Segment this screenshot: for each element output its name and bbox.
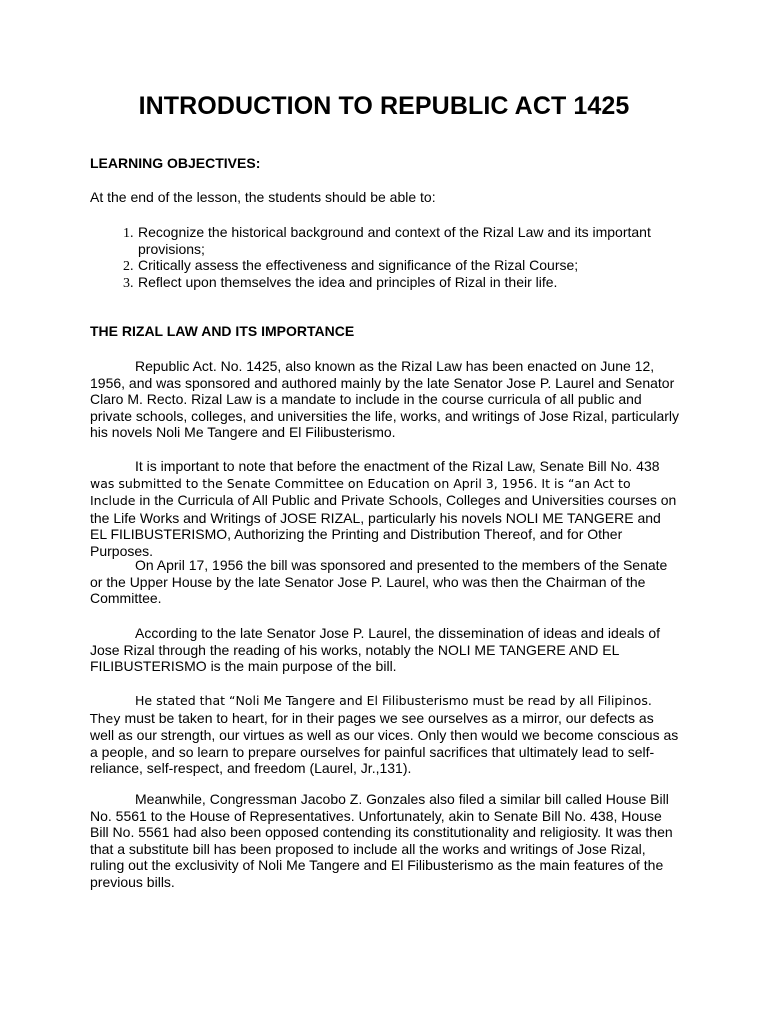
section-heading: THE RIZAL LAW AND ITS IMPORTANCE bbox=[90, 323, 355, 339]
paragraph-1: Republic Act. No. 1425, also known as the Rizal Law has been enacted on June 12, 1956, and was sponsored and authored mainly by the late Senator Jose P. Laurel and Senator Claro M. Recto. Rizal Law is a mandate to include in the course curricula of all public and private schools, colleges, and universities the life, works, and writings of Jose Rizal, particularly his novels Noli Me Tangere and El Filibusterismo. bbox=[90, 358, 680, 440]
paragraph-5-part-b: must be taken to heart, for in their pages we see ourselves as a mirror, our defects as well as our strength, our virtues as well as our vices. Only then would we become conscious as a people, and so learn to prepare ourselves for painful sacrifices that ultimately lead to self-reliance, self-respect, and freedom (Laurel, Jr.,131). bbox=[90, 709, 679, 776]
paragraph-4-block bbox=[90, 625, 680, 675]
paragraph-5-part-a: He stated that “Noli Me Tangere and El Filibusterismo must be read by all Filipinos. They bbox=[90, 693, 652, 726]
objectives-list-block bbox=[90, 224, 680, 290]
paragraph-4: According to the late Senator Jose P. Laurel, the dissemination of ideas and ideals of Jose Rizal through the reading of his works, notably the NOLI ME TANGERE AND EL FILIBUSTERISMO is the main purpose of the bill. bbox=[90, 625, 661, 674]
paragraph-6: Meanwhile, Congressman Jacobo Z. Gonzales also filed a similar bill called House Bill No. 5561 to the House of Representatives. Unfortunately, akin to Senate Bill No. 438, House Bill No. 5561 had also been opposed contending its constitutionality and religiosity. It was then that a substitute bill has been proposed to include all the works and writings of Jose Rizal, ruling out the exclusivity of Noli Me Tangere and El Filibusterismo as the main features of the previous bills. bbox=[90, 791, 673, 890]
objective-item: 3. Reflect upon themselves the idea and principles of Rizal in their life. bbox=[137, 274, 680, 291]
paragraph-2-part-c: in the Curricula of All Public and Private Schools, Colleges and Universities courses on the Life Works and Writings of JOSE RIZAL, particularly his novels NOLI ME TANGERE and EL FILIBUSTERISMO, Authorizing the Printing and Distribution Thereof, and for Other Purposes. bbox=[90, 492, 677, 559]
paragraph-5-block bbox=[90, 692, 680, 777]
paragraph-5 bbox=[90, 692, 680, 777]
objectives-heading-block bbox=[90, 155, 680, 171]
section-heading-block bbox=[90, 323, 680, 339]
paragraph-2 bbox=[90, 458, 680, 559]
paragraph-2-part-b: was submitted to the Senate Committee on Education on April 3, 1956. It is “an Act to Include bbox=[90, 475, 631, 508]
paragraph-1-block bbox=[90, 358, 680, 441]
page-title: INTRODUCTION TO REPUBLIC ACT 1425 bbox=[138, 92, 630, 120]
paragraph-6-block bbox=[90, 791, 680, 890]
objectives-intro-block bbox=[90, 189, 680, 206]
paragraph-3: On April 17, 1956 the bill was sponsored and presented to the members of the Senate or the Upper House by the late Senator Jose P. Laurel, who was then the Chairman of the Committee. bbox=[90, 557, 668, 606]
paragraph-2-part-a: It is important to note that before the enactment of the Rizal Law, Senate Bill No. 438 bbox=[135, 458, 660, 474]
objective-item: 2. Critically assess the effectiveness and significance of the Rizal Course; bbox=[137, 257, 680, 274]
objective-item: 1. Recognize the historical background and context of the Rizal Law and its important provisions; bbox=[137, 224, 680, 257]
objectives-intro: At the end of the lesson, the students should be able to: bbox=[90, 189, 436, 205]
paragraph-3-block bbox=[90, 557, 680, 607]
objectives-heading: LEARNING OBJECTIVES: bbox=[90, 155, 261, 171]
objectives-list bbox=[90, 224, 680, 290]
paragraph-2-block bbox=[90, 458, 680, 559]
